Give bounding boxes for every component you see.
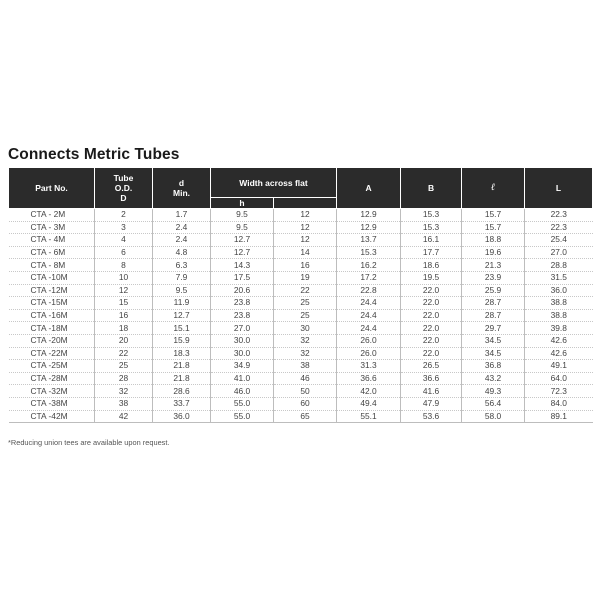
cell-b: 15.3 <box>401 209 462 222</box>
cell-a: 55.1 <box>337 410 401 423</box>
cell-part-no: CTA - 8M <box>9 259 95 272</box>
cell-h-big: 25 <box>274 309 337 322</box>
cell-h-big: 12 <box>274 209 337 222</box>
table-row <box>9 259 593 272</box>
table-row <box>9 297 593 310</box>
cell-h-big: 32 <box>274 347 337 360</box>
cell-h: 12.7 <box>211 234 274 247</box>
cell-b: 15.3 <box>401 221 462 234</box>
col-header-h-small: h <box>211 198 274 209</box>
cell-d-min: 2.4 <box>153 234 211 247</box>
cell-part-no: CTA -22M <box>9 347 95 360</box>
cell-l-big: 36.0 <box>525 284 593 297</box>
table-body <box>9 209 593 423</box>
metric-tube-spec-table <box>8 167 593 423</box>
cell-tube-od: 32 <box>95 385 153 398</box>
cell-a: 24.4 <box>337 297 401 310</box>
cell-part-no: CTA - 6M <box>9 246 95 259</box>
d-min-line-2: Min. <box>173 188 190 198</box>
cell-b: 26.5 <box>401 360 462 373</box>
cell-a: 12.9 <box>337 209 401 222</box>
cell-l-small: 36.8 <box>462 360 525 373</box>
cell-l-big: 38.8 <box>525 309 593 322</box>
table-row <box>9 271 593 284</box>
cell-tube-od: 28 <box>95 372 153 385</box>
cell-l-small: 34.5 <box>462 334 525 347</box>
cell-part-no: CTA - 2M <box>9 209 95 222</box>
cell-b: 22.0 <box>401 309 462 322</box>
cell-h-big: 46 <box>274 372 337 385</box>
cell-h: 46.0 <box>211 385 274 398</box>
cell-b: 22.0 <box>401 347 462 360</box>
cell-l-big: 31.5 <box>525 271 593 284</box>
cell-a: 13.7 <box>337 234 401 247</box>
cell-d-min: 4.8 <box>153 246 211 259</box>
cell-h: 30.0 <box>211 347 274 360</box>
cell-h-big: 19 <box>274 271 337 284</box>
cell-h: 30.0 <box>211 334 274 347</box>
cell-a: 49.4 <box>337 397 401 410</box>
cell-h: 23.8 <box>211 297 274 310</box>
cell-d-min: 18.3 <box>153 347 211 360</box>
cell-part-no: CTA -12M <box>9 284 95 297</box>
cell-h-big: 16 <box>274 259 337 272</box>
cell-tube-od: 3 <box>95 221 153 234</box>
cell-l-small: 19.6 <box>462 246 525 259</box>
cell-part-no: CTA - 4M <box>9 234 95 247</box>
cell-l-big: 64.0 <box>525 372 593 385</box>
cell-l-big: 22.3 <box>525 221 593 234</box>
cell-b: 22.0 <box>401 322 462 335</box>
cell-h: 12.7 <box>211 246 274 259</box>
cell-part-no: CTA -38M <box>9 397 95 410</box>
cell-h-big: 32 <box>274 334 337 347</box>
cell-part-no: CTA -15M <box>9 297 95 310</box>
cell-l-small: 29.7 <box>462 322 525 335</box>
col-header-l-small: ℓ <box>462 168 525 209</box>
cell-h: 27.0 <box>211 322 274 335</box>
cell-h-big: 14 <box>274 246 337 259</box>
col-header-part-no: Part No. <box>9 168 95 209</box>
cell-part-no: CTA -25M <box>9 360 95 373</box>
cell-l-big: 27.0 <box>525 246 593 259</box>
cell-l-small: 49.3 <box>462 385 525 398</box>
table-row <box>9 221 593 234</box>
cell-a: 15.3 <box>337 246 401 259</box>
cell-tube-od: 18 <box>95 322 153 335</box>
col-header-d-min <box>153 168 211 209</box>
cell-h: 9.5 <box>211 209 274 222</box>
cell-l-small: 28.7 <box>462 309 525 322</box>
cell-h: 41.0 <box>211 372 274 385</box>
cell-a: 16.2 <box>337 259 401 272</box>
cell-h-big: 60 <box>274 397 337 410</box>
cell-d-min: 1.7 <box>153 209 211 222</box>
cell-l-big: 49.1 <box>525 360 593 373</box>
cell-h: 17.5 <box>211 271 274 284</box>
cell-part-no: CTA -42M <box>9 410 95 423</box>
cell-b: 53.6 <box>401 410 462 423</box>
cell-tube-od: 10 <box>95 271 153 284</box>
d-min-line-1: d <box>178 178 185 188</box>
cell-tube-od: 8 <box>95 259 153 272</box>
cell-d-min: 9.5 <box>153 284 211 297</box>
cell-tube-od: 25 <box>95 360 153 373</box>
cell-tube-od: 15 <box>95 297 153 310</box>
cell-l-small: 25.9 <box>462 284 525 297</box>
cell-l-small: 15.7 <box>462 221 525 234</box>
cell-h: 14.3 <box>211 259 274 272</box>
cell-l-small: 18.8 <box>462 234 525 247</box>
cell-part-no: CTA - 3M <box>9 221 95 234</box>
cell-b: 47.9 <box>401 397 462 410</box>
cell-b: 18.6 <box>401 259 462 272</box>
cell-l-big: 25.4 <box>525 234 593 247</box>
table-row <box>9 209 593 222</box>
cell-d-min: 6.3 <box>153 259 211 272</box>
cell-l-small: 21.3 <box>462 259 525 272</box>
cell-d-min: 21.8 <box>153 360 211 373</box>
table-row <box>9 284 593 297</box>
cell-a: 26.0 <box>337 347 401 360</box>
tube-od-line-3: D <box>120 193 127 203</box>
tube-od-line-2: O.D. <box>114 183 133 193</box>
cell-a: 26.0 <box>337 334 401 347</box>
cell-l-small: 56.4 <box>462 397 525 410</box>
col-header-width-across-flat: Width across flat <box>211 168 337 198</box>
cell-d-min: 7.9 <box>153 271 211 284</box>
cell-tube-od: 6 <box>95 246 153 259</box>
table-row <box>9 334 593 347</box>
cell-part-no: CTA -28M <box>9 372 95 385</box>
cell-tube-od: 2 <box>95 209 153 222</box>
col-header-a: A <box>337 168 401 209</box>
col-header-l-big: L <box>525 168 593 209</box>
cell-h-big: 50 <box>274 385 337 398</box>
cell-d-min: 11.9 <box>153 297 211 310</box>
cell-a: 42.0 <box>337 385 401 398</box>
tube-od-line-1: Tube <box>113 173 134 183</box>
cell-d-min: 15.1 <box>153 322 211 335</box>
cell-b: 19.5 <box>401 271 462 284</box>
cell-h-big: 25 <box>274 297 337 310</box>
cell-tube-od: 4 <box>95 234 153 247</box>
footnote: *Reducing union tees are available upon request. <box>8 438 170 447</box>
cell-b: 22.0 <box>401 297 462 310</box>
cell-d-min: 36.0 <box>153 410 211 423</box>
cell-h-big: 12 <box>274 221 337 234</box>
cell-l-big: 28.8 <box>525 259 593 272</box>
cell-l-small: 58.0 <box>462 410 525 423</box>
cell-h-big: 22 <box>274 284 337 297</box>
cell-a: 24.4 <box>337 309 401 322</box>
table-row <box>9 347 593 360</box>
table-title: Connects Metric Tubes <box>8 146 180 163</box>
table-row <box>9 309 593 322</box>
cell-tube-od: 16 <box>95 309 153 322</box>
cell-b: 17.7 <box>401 246 462 259</box>
cell-part-no: CTA -20M <box>9 334 95 347</box>
cell-l-big: 39.8 <box>525 322 593 335</box>
cell-h: 20.6 <box>211 284 274 297</box>
table-row <box>9 234 593 247</box>
cell-h: 9.5 <box>211 221 274 234</box>
cell-d-min: 21.8 <box>153 372 211 385</box>
cell-h: 34.9 <box>211 360 274 373</box>
cell-part-no: CTA -18M <box>9 322 95 335</box>
cell-l-small: 34.5 <box>462 347 525 360</box>
cell-a: 22.8 <box>337 284 401 297</box>
cell-l-big: 38.8 <box>525 297 593 310</box>
cell-l-big: 42.6 <box>525 347 593 360</box>
cell-b: 36.6 <box>401 372 462 385</box>
cell-b: 22.0 <box>401 334 462 347</box>
cell-l-big: 22.3 <box>525 209 593 222</box>
table-row <box>9 410 593 423</box>
table-row <box>9 360 593 373</box>
table-row <box>9 322 593 335</box>
cell-part-no: CTA -10M <box>9 271 95 284</box>
cell-l-big: 42.6 <box>525 334 593 347</box>
cell-d-min: 33.7 <box>153 397 211 410</box>
cell-h: 23.8 <box>211 309 274 322</box>
cell-l-small: 15.7 <box>462 209 525 222</box>
cell-d-min: 28.6 <box>153 385 211 398</box>
cell-h-big: 38 <box>274 360 337 373</box>
cell-d-min: 2.4 <box>153 221 211 234</box>
cell-part-no: CTA -32M <box>9 385 95 398</box>
cell-tube-od: 42 <box>95 410 153 423</box>
table-row <box>9 385 593 398</box>
col-header-b: B <box>401 168 462 209</box>
cell-tube-od: 12 <box>95 284 153 297</box>
cell-part-no: CTA -16M <box>9 309 95 322</box>
cell-h: 55.0 <box>211 397 274 410</box>
cell-d-min: 15.9 <box>153 334 211 347</box>
cell-a: 36.6 <box>337 372 401 385</box>
cell-h: 55.0 <box>211 410 274 423</box>
cell-b: 41.6 <box>401 385 462 398</box>
table-row <box>9 372 593 385</box>
cell-h-big: 12 <box>274 234 337 247</box>
cell-tube-od: 20 <box>95 334 153 347</box>
table-row <box>9 397 593 410</box>
cell-l-big: 72.3 <box>525 385 593 398</box>
cell-a: 31.3 <box>337 360 401 373</box>
cell-b: 16.1 <box>401 234 462 247</box>
cell-b: 22.0 <box>401 284 462 297</box>
col-header-tube-od <box>95 168 153 209</box>
cell-l-small: 23.9 <box>462 271 525 284</box>
table-row <box>9 246 593 259</box>
cell-l-small: 28.7 <box>462 297 525 310</box>
cell-h-big: 30 <box>274 322 337 335</box>
cell-a: 12.9 <box>337 221 401 234</box>
cell-tube-od: 38 <box>95 397 153 410</box>
cell-a: 24.4 <box>337 322 401 335</box>
col-header-h-big <box>274 198 337 209</box>
cell-l-big: 89.1 <box>525 410 593 423</box>
cell-d-min: 12.7 <box>153 309 211 322</box>
cell-l-big: 84.0 <box>525 397 593 410</box>
cell-a: 17.2 <box>337 271 401 284</box>
cell-tube-od: 22 <box>95 347 153 360</box>
cell-h-big: 65 <box>274 410 337 423</box>
cell-l-small: 43.2 <box>462 372 525 385</box>
